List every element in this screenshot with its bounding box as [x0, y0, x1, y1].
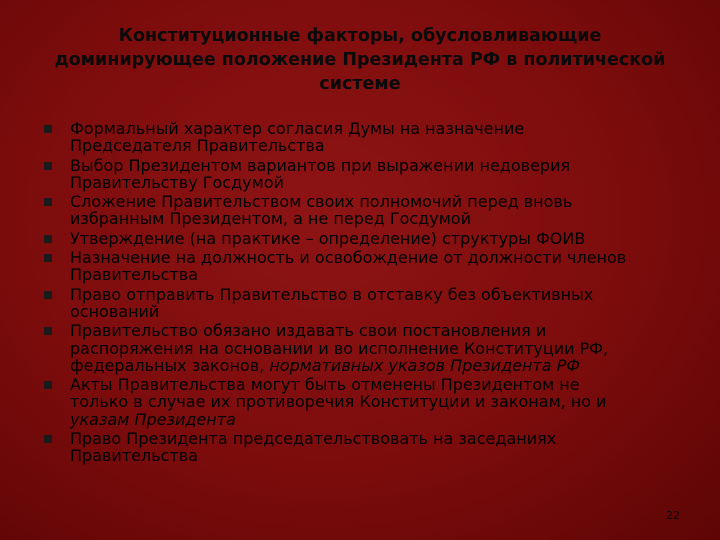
- list-item: [44, 376, 674, 428]
- item-text: распоряжения на основании и во исполнение Конституции РФ,: [70, 338, 609, 358]
- item-text: Акты Правительства могут быть отменены Президентом не: [70, 375, 580, 395]
- list-item: [44, 193, 674, 228]
- slide-title: [20, 24, 700, 96]
- item-text: Правительству Госдумой: [70, 172, 284, 192]
- bullet-square-icon: [44, 435, 52, 443]
- title-line-1: Конституционные факторы, обусловливающие: [118, 26, 602, 46]
- list-item: [44, 430, 674, 465]
- list-item: [44, 120, 674, 155]
- item-emphasis: нормативных указов Президента РФ: [269, 355, 581, 375]
- list-item: [44, 249, 674, 284]
- list-item: [44, 286, 674, 321]
- page-number: 22: [666, 509, 680, 522]
- bullet-square-icon: [44, 291, 52, 299]
- bullet-square-icon: [44, 125, 52, 133]
- item-emphasis: указам Президента: [70, 409, 236, 429]
- bullet-square-icon: [44, 381, 52, 389]
- item-text: только в случае их противоречия Конституции и законам, но и: [70, 392, 607, 412]
- bullet-square-icon: [44, 254, 52, 262]
- title-line-2: доминирующее положение Президента РФ в политической: [54, 50, 666, 70]
- list-item: [44, 157, 674, 192]
- title-line-3: системе: [319, 74, 401, 94]
- factor-list: [44, 120, 674, 467]
- item-text: Утверждение (на практике – определение) структуры ФОИВ: [70, 228, 586, 248]
- item-text-part: федеральных законов,: [70, 355, 270, 375]
- item-text: [70, 357, 674, 374]
- item-text: Правительства: [70, 265, 198, 285]
- item-text: избранным Президентом, а не перед Госдумой: [70, 209, 471, 229]
- bullet-square-icon: [44, 198, 52, 206]
- bullet-square-icon: [44, 327, 52, 335]
- item-text: Сложение Правительством своих полномочий перед вновь: [70, 192, 573, 212]
- item-text: Право Президента председательствовать на заседаниях: [70, 429, 557, 449]
- item-text: Выбор Президентом вариантов при выражении недоверия: [70, 155, 571, 175]
- bullet-square-icon: [44, 235, 52, 243]
- item-text: Правительство обязано издавать свои постановления и: [70, 321, 547, 341]
- item-text: Правительства: [70, 446, 198, 466]
- item-text: Формальный характер согласия Думы на назначение: [70, 119, 525, 138]
- item-text: Председателя Правительства: [70, 136, 325, 156]
- list-item: [44, 322, 674, 374]
- item-text: Право отправить Правительство в отставку без объективных: [70, 284, 594, 304]
- item-text: Назначение на должность и освобождение от должности членов: [70, 248, 627, 268]
- bullet-square-icon: [44, 162, 52, 170]
- list-item: [44, 230, 674, 247]
- item-text: оснований: [70, 301, 160, 321]
